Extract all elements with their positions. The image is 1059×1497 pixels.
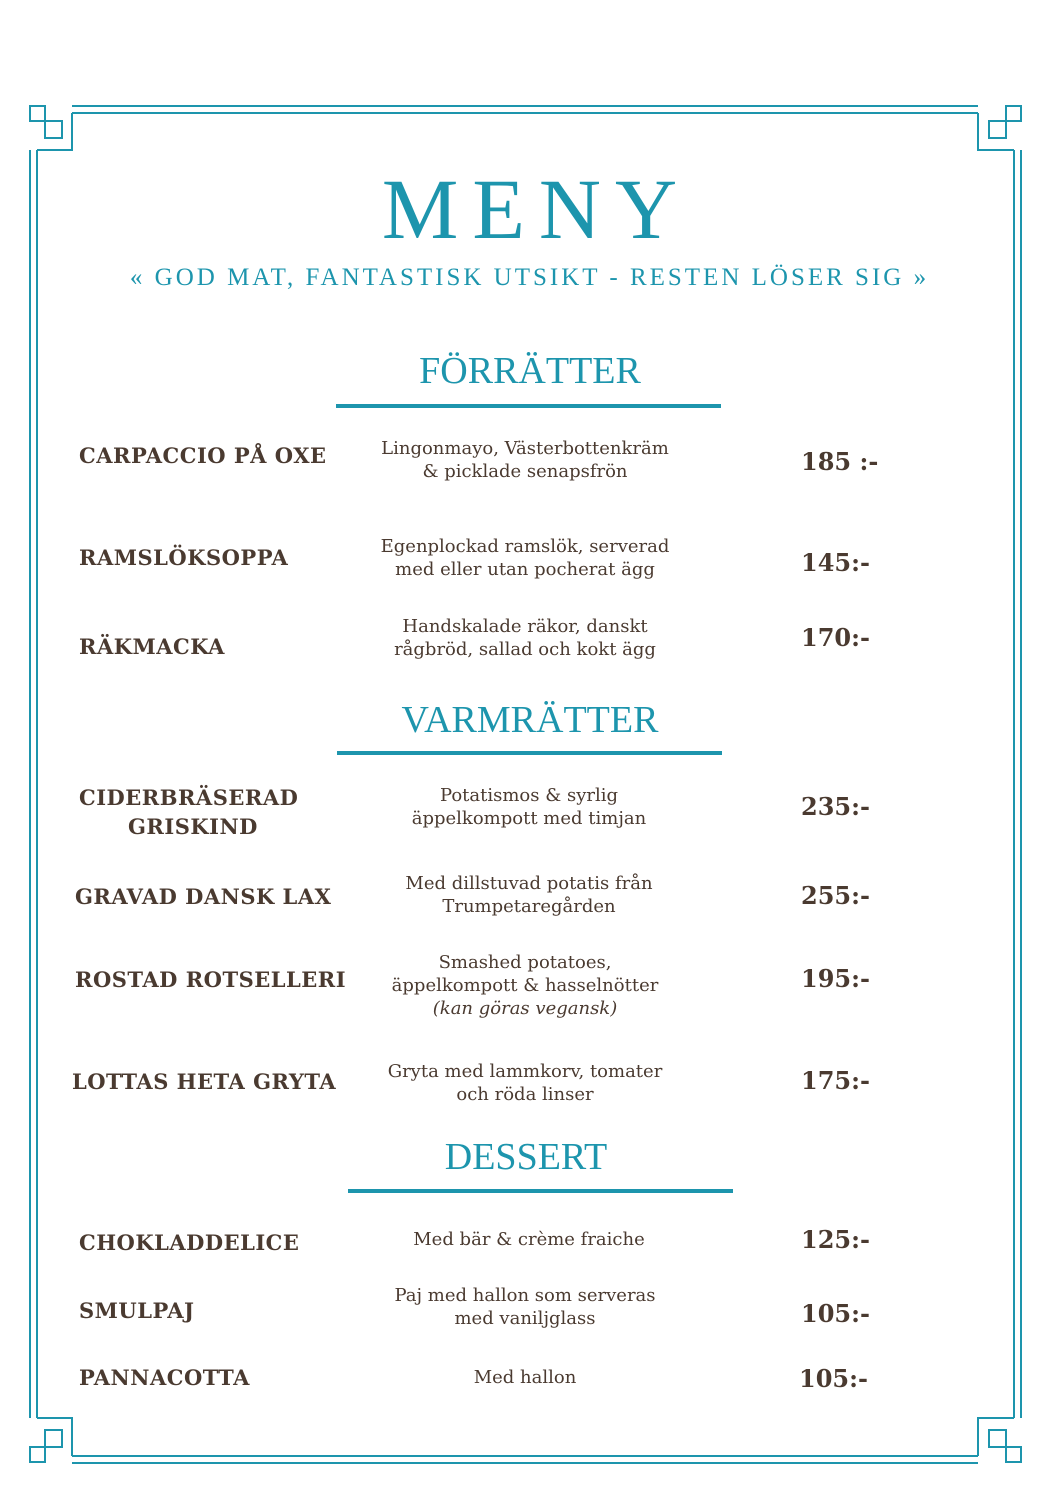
item-description: Med dillstuvad potatis från Trumpetaregården	[405, 873, 653, 917]
item-name: RAMSLÖKSOPPA	[79, 545, 289, 570]
item-name: CIDERBRÄSERAD GRISKIND	[79, 785, 299, 839]
item-name: RÄKMACKA	[79, 634, 225, 659]
item-price: 105:-	[801, 1299, 870, 1328]
item-price: 195:-	[801, 964, 870, 993]
item-name: LOTTAS HETA GRYTA	[72, 1069, 337, 1094]
section-divider	[337, 751, 722, 755]
item-price: 125:-	[801, 1225, 870, 1254]
item-description: Smashed potatoes, äppelkompott & hasselnötter (kan göras vegansk)	[391, 952, 659, 1019]
menu-tagline: « GOD MAT, FANTASTISK UTSIKT - RESTEN LÖSER SIG »	[129, 264, 930, 291]
item-description: Egenplockad ramslök, serverad med eller utan pocherat ägg	[380, 536, 670, 580]
item-description: Potatismos & syrlig äppelkompott med timjan	[411, 785, 647, 829]
section-divider	[336, 404, 721, 408]
item-description: Med bär & crème fraiche	[413, 1229, 645, 1250]
item-price: 235:-	[801, 792, 870, 821]
menu-title: MENY	[381, 161, 692, 257]
section-title-varmratter: VARMRÄTTER	[401, 699, 659, 741]
item-name: GRAVAD DANSK LAX	[75, 884, 332, 909]
item-name: PANNACOTTA	[79, 1365, 250, 1390]
section-title-dessert: DESSERT	[444, 1136, 608, 1178]
section-divider	[348, 1189, 733, 1193]
section-title-forratter: FÖRRÄTTER	[419, 350, 641, 392]
item-description: Paj med hallon som serveras med vaniljglass	[394, 1285, 656, 1329]
item-price: 175:-	[801, 1066, 870, 1095]
item-name: SMULPAJ	[79, 1298, 195, 1323]
item-price: 105:-	[799, 1364, 868, 1393]
item-description: Gryta med lammkorv, tomater och röda linser	[387, 1061, 663, 1105]
item-description: Med hallon	[473, 1367, 577, 1388]
item-price: 255:-	[801, 881, 870, 910]
item-price: 145:-	[801, 548, 870, 577]
item-name: CARPACCIO PÅ OXE	[79, 443, 327, 468]
item-description: Handskalade räkor, danskt rågbröd, sallad och kokt ägg	[394, 616, 656, 660]
item-name: ROSTAD ROTSELLERI	[75, 967, 347, 992]
item-name: CHOKLADDELICE	[79, 1230, 300, 1255]
item-price: 170:-	[801, 623, 870, 652]
item-description: Lingonmayo, Västerbottenkräm & picklade senapsfrön	[381, 438, 669, 482]
item-price: 185 :-	[801, 447, 879, 476]
